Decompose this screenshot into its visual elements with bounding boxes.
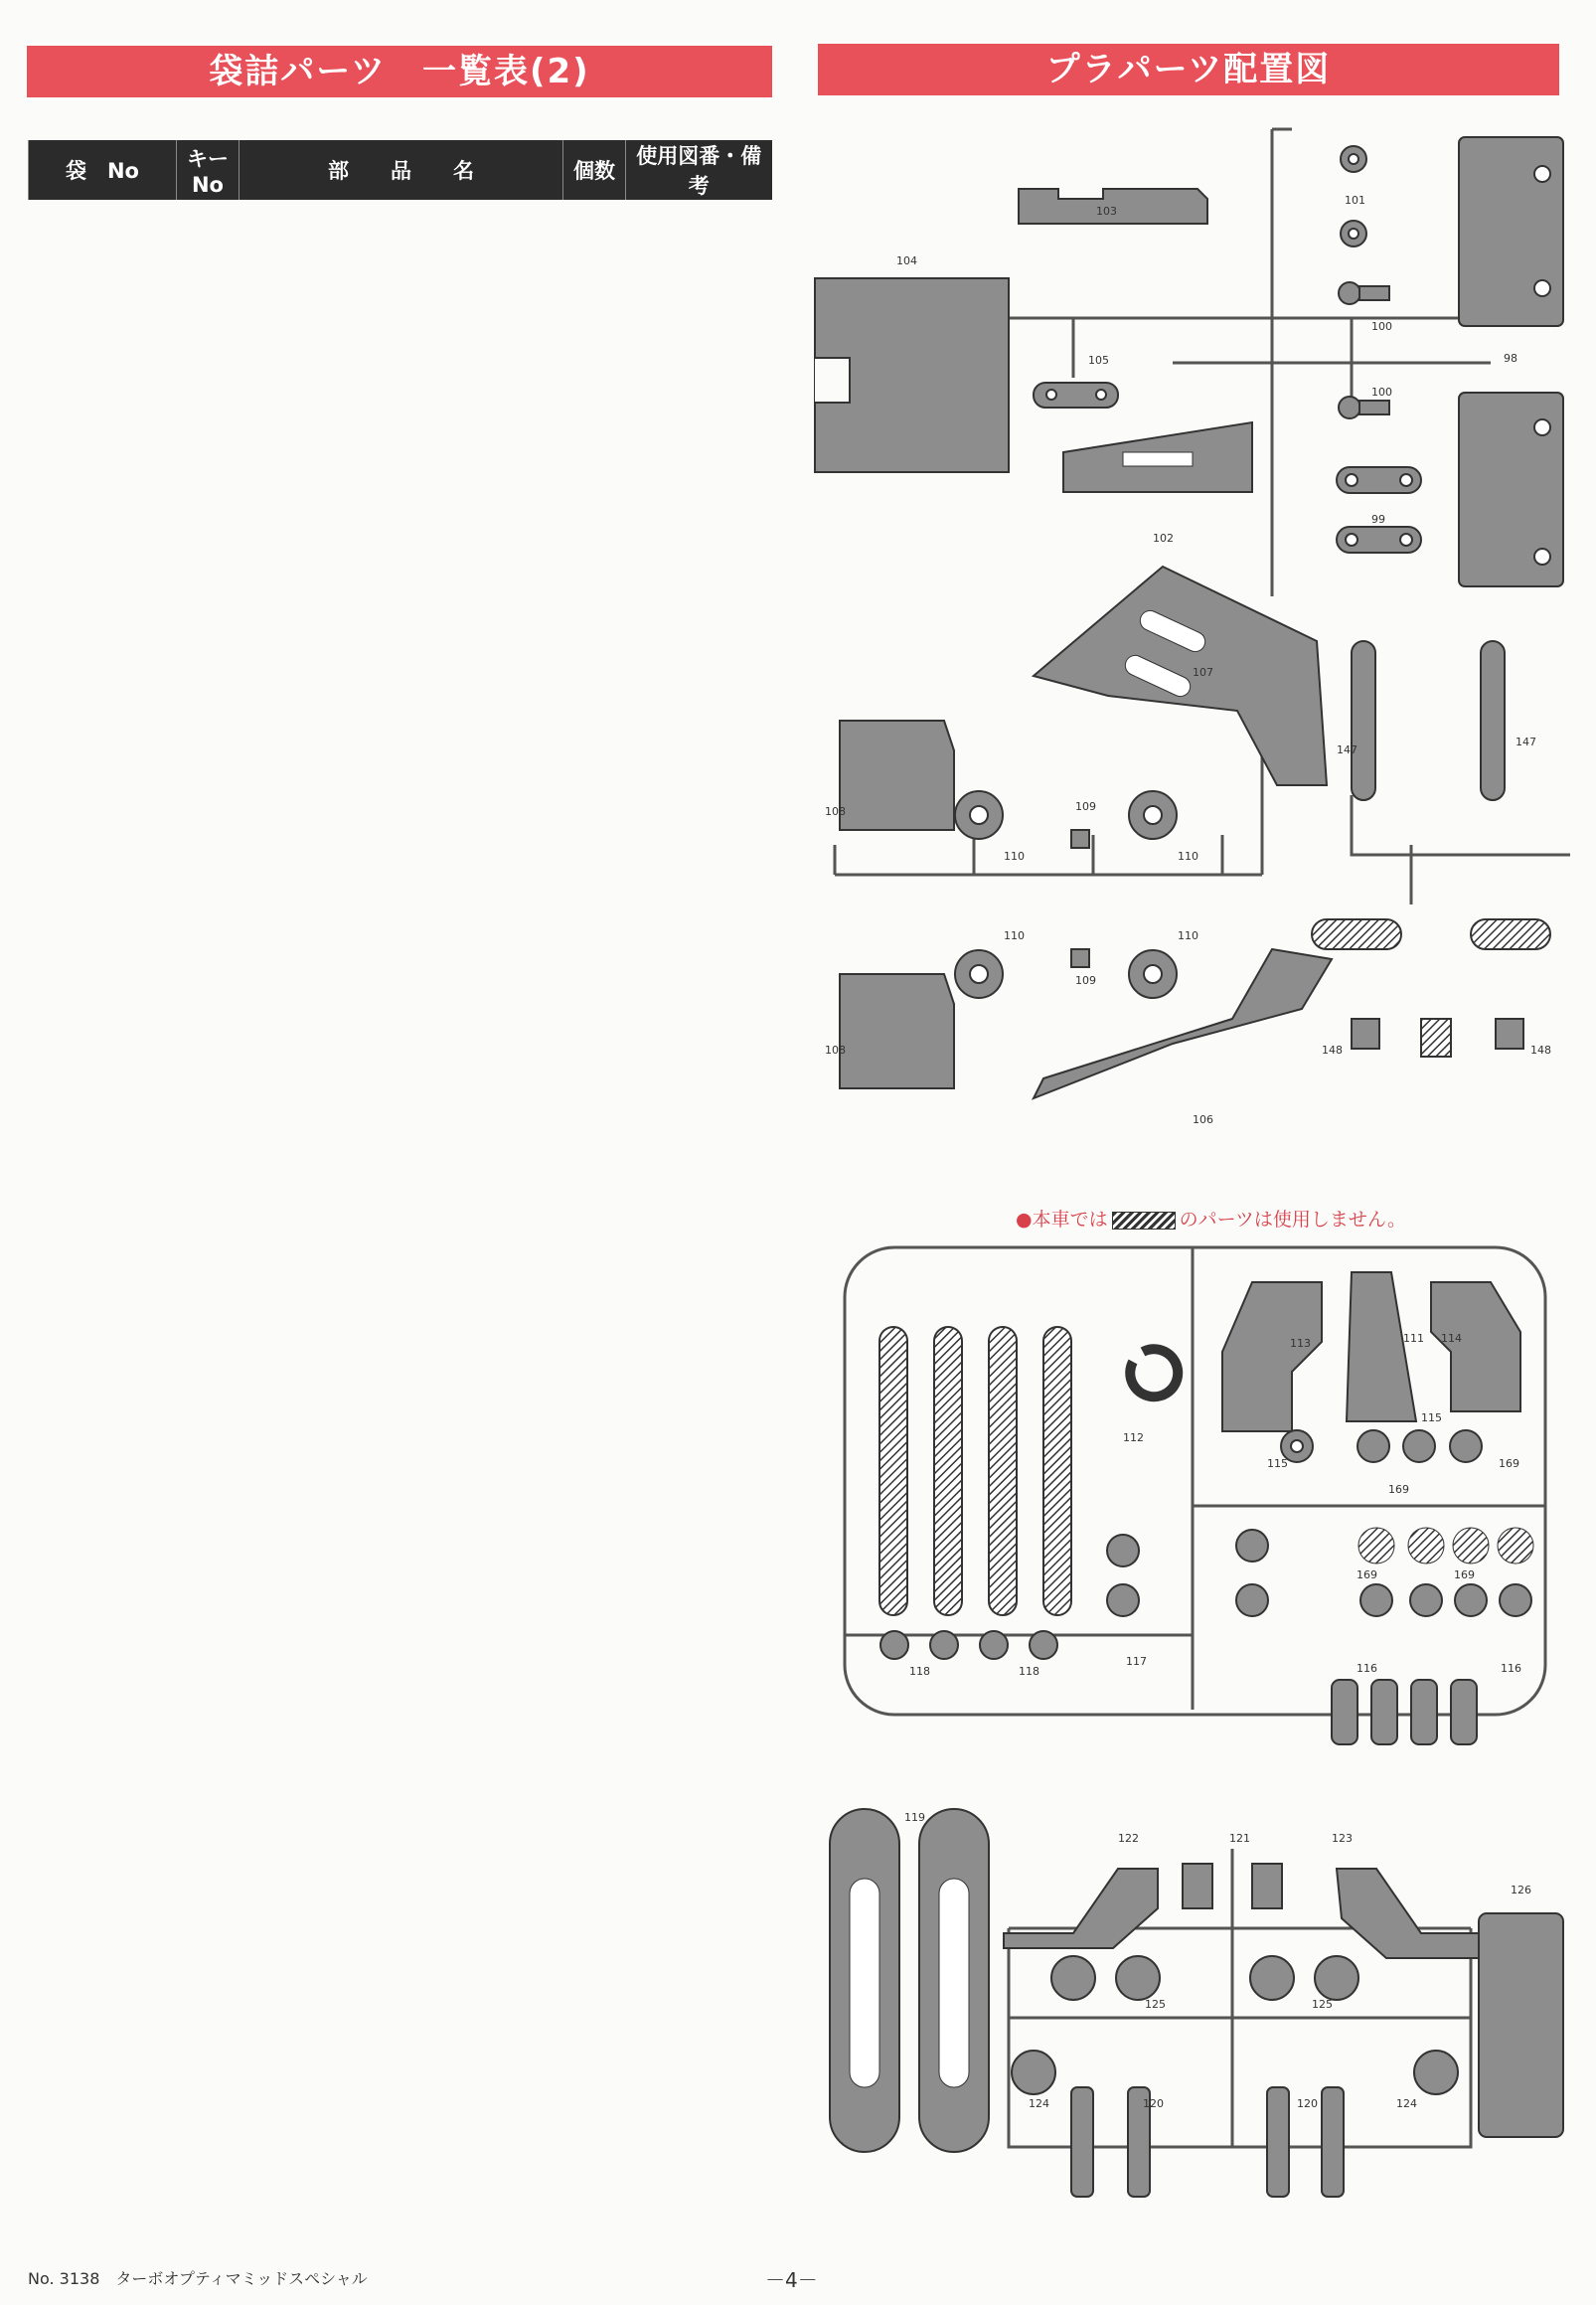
label-99: 99 [1371, 513, 1385, 526]
col-header-figure: 使用図番・備考 [626, 140, 772, 200]
label-125a: 125 [1145, 1998, 1166, 2011]
notice-text-2: のパーツは使用しません。 [1179, 1209, 1406, 1231]
sprue-4 [830, 1809, 1563, 2197]
label-116a: 116 [1357, 1662, 1377, 1675]
label-103: 103 [1096, 205, 1117, 218]
part-126 [1479, 1913, 1563, 2137]
label-169a: 169 [1388, 1483, 1409, 1496]
label-120a: 120 [1143, 2097, 1164, 2110]
part-113 [1222, 1282, 1322, 1431]
col-header-name: 部 品 名 [239, 140, 563, 200]
part-98-upper [1459, 137, 1563, 326]
label-110a: 110 [1004, 850, 1025, 863]
label-122: 122 [1118, 1832, 1139, 1845]
label-105: 105 [1088, 354, 1109, 367]
label-113: 113 [1290, 1337, 1311, 1350]
label-169c: 169 [1357, 1568, 1377, 1581]
label-100a: 100 [1371, 320, 1392, 333]
col-header-qty: 個数 [563, 140, 626, 200]
label-118b: 118 [1019, 1665, 1039, 1678]
part-106 [1034, 949, 1332, 1098]
part-108b [840, 974, 954, 1088]
label-111: 111 [1403, 1332, 1424, 1345]
part-147b [1481, 641, 1505, 800]
part-114 [1431, 1282, 1520, 1411]
part-hatched-link-1 [879, 1327, 907, 1615]
label-106: 106 [1193, 1113, 1213, 1126]
label-107: 107 [1193, 666, 1213, 679]
part-121a [1183, 1864, 1212, 1908]
label-109a: 109 [1075, 800, 1096, 813]
part-121b [1252, 1864, 1282, 1908]
label-124b: 124 [1396, 2097, 1417, 2110]
label-108b: 108 [825, 1044, 846, 1057]
label-148a: 148 [1322, 1044, 1343, 1057]
part-hatched-link-3 [989, 1327, 1017, 1615]
sprue-1 [815, 129, 1563, 596]
label-114: 114 [1441, 1332, 1462, 1345]
label-108a: 108 [825, 805, 846, 818]
label-169d: 169 [1454, 1568, 1475, 1581]
footer-page-number: －4－ [765, 2268, 818, 2292]
label-100b: 100 [1371, 386, 1392, 399]
parts-list-title: 袋詰パーツ 一覧表(2) [27, 46, 772, 97]
label-148b: 148 [1530, 1044, 1551, 1057]
label-169b: 169 [1499, 1457, 1519, 1470]
sprue-3 [845, 1247, 1545, 1744]
sprue-2 [825, 567, 1570, 1126]
label-109b: 109 [1075, 974, 1096, 987]
label-123: 123 [1332, 1832, 1353, 1845]
notice-text-1: ●本車では [1016, 1209, 1108, 1231]
label-110b: 110 [1178, 850, 1198, 863]
label-119: 119 [904, 1811, 925, 1824]
part-108a [840, 721, 954, 830]
part-147a [1352, 641, 1375, 800]
label-126: 126 [1511, 1884, 1531, 1896]
footer-model: No. 3138 ターボオプティマミッドスペシャル [28, 2269, 368, 2288]
part-123 [1337, 1869, 1496, 1958]
label-98: 98 [1504, 352, 1517, 365]
label-147a: 147 [1337, 743, 1357, 756]
col-header-bag: 袋 No [29, 140, 177, 200]
label-104: 104 [896, 254, 917, 267]
parts-table [28, 140, 772, 200]
label-125b: 125 [1312, 1998, 1333, 2011]
label-147b: 147 [1516, 736, 1536, 748]
table-header-row [29, 140, 772, 200]
parts-layout-title: プラパーツ配置図 [818, 44, 1559, 95]
label-120b: 120 [1297, 2097, 1318, 2110]
parts-layout-diagram [795, 119, 1580, 2256]
label-115b: 115 [1421, 1411, 1442, 1424]
label-112: 112 [1123, 1431, 1144, 1444]
part-hatched-link-4 [1043, 1327, 1071, 1615]
part-hatched-link-2 [934, 1327, 962, 1615]
label-101: 101 [1345, 194, 1365, 207]
label-116b: 116 [1501, 1662, 1521, 1675]
label-110c: 110 [1004, 929, 1025, 942]
part-111 [1347, 1272, 1416, 1421]
part-122 [1004, 1869, 1158, 1948]
col-header-key: キーNo [177, 140, 239, 200]
label-110d: 110 [1178, 929, 1198, 942]
label-117: 117 [1126, 1655, 1147, 1668]
label-118a: 118 [909, 1665, 930, 1678]
label-102: 102 [1153, 532, 1174, 545]
label-115a: 115 [1267, 1457, 1288, 1470]
label-121: 121 [1229, 1832, 1250, 1845]
label-124a: 124 [1029, 2097, 1049, 2110]
